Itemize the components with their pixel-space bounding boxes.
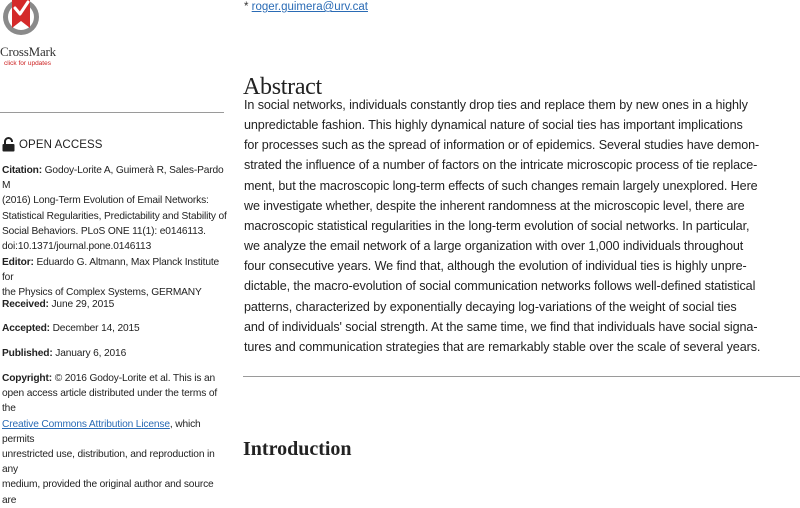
editor-label: Editor: [2,257,34,268]
citation-line: Godoy-Lorite A, Guimerà R, Sales-Pardo M [2,165,224,192]
abstract-line: we analyze the email network of a large organization with over 1,000 individuals throughout [244,239,744,254]
crossmark-title: CrossMark [0,44,56,59]
abstract-line: four consecutive years. We find that, although the evolution of individual ties is highly unpre- [244,259,747,274]
email-link[interactable]: roger.guimera@urv.cat [251,1,368,13]
published-label: Published: [2,348,53,359]
introduction-heading: Introduction [243,438,352,460]
accepted-block [2,321,230,336]
abstract-line: strated the influence of a number of factors on the intricate microscopic process of tie replace- [244,158,758,173]
copyright-text: © 2016 Godoy-Lorite et al. This is an [54,373,216,384]
abstract-body [244,95,800,357]
abstract-line: we investigate whether, despite the inherent randomness at the microscopic level, there are [244,198,745,213]
copyright-text: unrestricted use, distribution, and reproduction in any [2,449,215,476]
license-link[interactable]: Creative Commons Attribution License [2,418,170,430]
citation-line: Social Behaviors. PLoS ONE 11(1): e0146113. [2,225,206,237]
sidebar-divider [0,112,224,113]
abstract-line: tures and communication strategies that are remarkably stable over the scale of several years. [244,339,761,354]
accepted-label: Accepted: [2,323,50,334]
abstract-divider [243,376,800,377]
abstract-line: and of individuals' social strength. At the same time, we find that individuals have social signa- [244,319,758,334]
received-label: Received: [2,299,49,310]
accepted-date: December 14, 2015 [52,323,140,334]
abstract-line: unpredictable fashion. This highly dynamical nature of social ties has important implications [244,118,743,133]
abstract-line: patterns, characterized by exponentially decaying log-variations of the weight of social ties [244,299,737,314]
copyright-block [2,371,230,508]
crossmark-icon [2,0,40,44]
citation-line: Statistical Regularities, Predictability and Stability of [2,210,227,222]
corresponding-email [244,1,368,13]
abstract-line: macroscopic statistical regularities in the long-term evolution of social networks. In particular, [244,218,750,233]
citation-doi: doi:10.1371/journal.pone.0146113 [2,241,152,253]
copyright-text: medium, provided the original author and source are [2,479,214,506]
abstract-line: In social networks, individuals constantly drop ties and replace them by new ones in a highly [244,98,748,112]
received-date: June 29, 2015 [51,299,115,310]
open-lock-icon [2,137,15,152]
copyright-text: open access article distributed under the terms of the [2,388,218,415]
editor-line: the Physics of Complex Systems, GERMANY [2,287,202,299]
copyright-text: , which permits [2,418,201,445]
crossmark-badge[interactable] [0,0,64,72]
open-access-badge [2,137,103,152]
abstract-line: ment, but the macroscopic long-term effects of such changes remain largely unexplored. Here [244,178,758,193]
abstract-line: for processes such as the spread of information or of epidemics. Several studies have demon- [244,138,760,153]
editor-block [2,255,230,301]
published-date: January 6, 2016 [55,348,127,359]
copyright-label: Copyright: [2,373,52,384]
editor-line: Eduardo G. Altmann, Max Planck Institute for [2,257,220,284]
citation-label: Citation: [2,165,42,176]
published-block [2,346,230,361]
citation-line: (2016) Long-Term Evolution of Email Networks: [2,195,209,207]
email-asterisk: * [244,1,252,13]
received-block [2,297,230,312]
abstract-heading: Abstract [243,73,322,100]
open-access-label: OPEN ACCESS [19,138,103,151]
crossmark-subtitle[interactable]: click for updates [4,60,51,67]
citation-block [2,163,230,254]
abstract-line: dictable, the macro-evolution of social communication networks follows well-defined statistical [244,279,756,294]
